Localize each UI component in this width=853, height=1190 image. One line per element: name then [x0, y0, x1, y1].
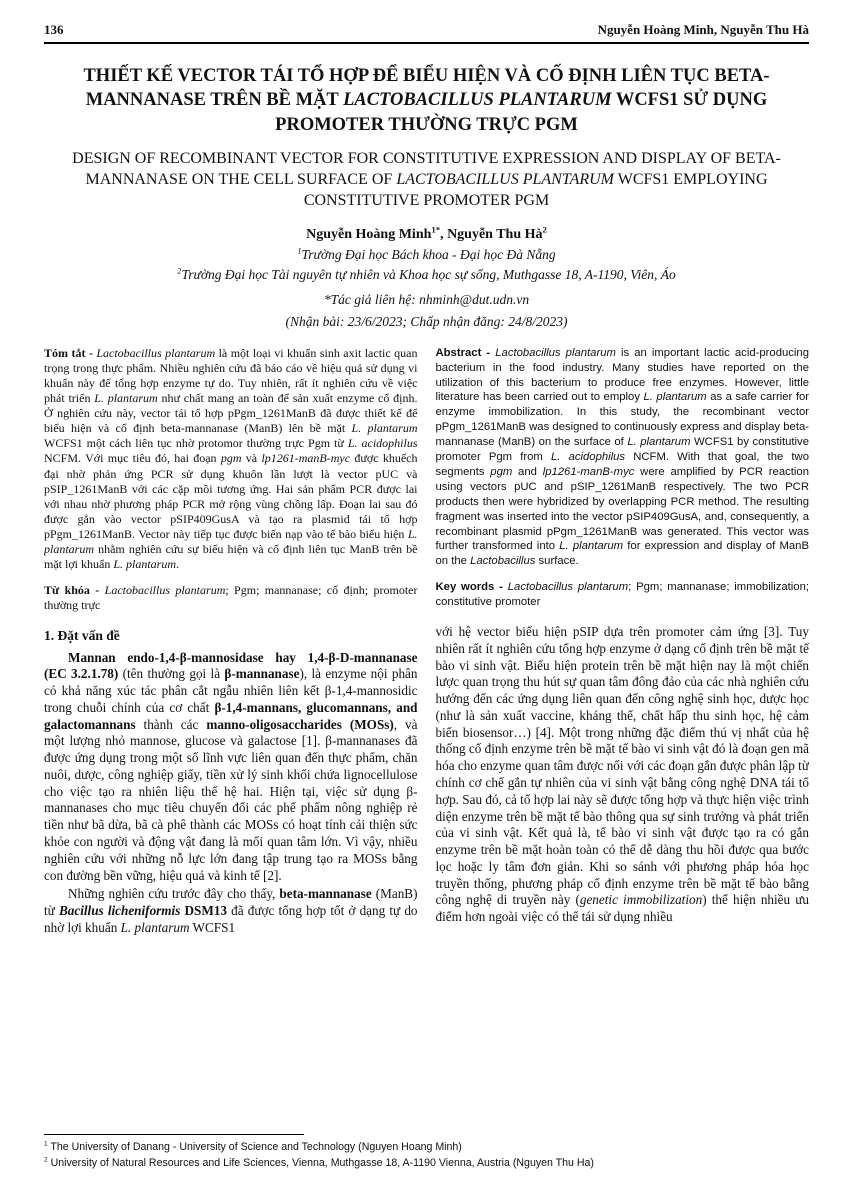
right-column	[436, 346, 810, 1127]
section-1-heading: 1. Đặt vấn đề	[44, 627, 120, 643]
keywords-vietnamese: Từ khóa - Lactobacillus plantarum; Pgm; mannanase; cố định; promoter thường trực	[44, 583, 418, 613]
running-header	[44, 22, 809, 44]
received-accepted-dates: (Nhận bài: 23/6/2023; Chấp nhận đăng: 24/8/2023)	[285, 313, 568, 329]
title-english: DESIGN OF RECOMBINANT VECTOR FOR CONSTITUTIVE EXPRESSION AND DISPLAY OF BETA-MANNANASE ON THE CELL SURFACE OF LACTOBACILLUS PLANTARUM WCFS1 EMPLOYING CONSTITUTIVE PROMOTER PGM	[72, 150, 781, 209]
footnote-2: $^2$ University of Natural Resources and Life Sciences, Vienna, Muthgasse 18, A-1190 Vienna, Austria (Nguyen Thu Ha)	[44, 1156, 594, 1170]
footnote-1: $^1$ The University of Danang - University of Science and Technology (Nguyen Hoang Minh)	[44, 1140, 462, 1154]
intro-paragraph-1: Mannan endo-1,4-β-mannosidase hay 1,4-β-D-mannanase (EC 3.2.1.78) (tên thường gọi là β-mannanase), là enzyme nội phân có khả năng xúc tác phân cắt ngẫu nhiên liên kết β-1,4-mannosidic trong chuỗi chính của cơ chất β-1,4-mannans, glucomannans, and galactomannans thành các manno-oligosaccharides (MOSs), và một lượng nhỏ mannose, glucose và galactose [1]. β-mannanases đã được ứng dụng trong một số lĩnh vực liên quan đến thực phẩm, chăn nuôi, dược, công nghiệp giấy, tiền xử lý sinh khối chứa lignocellulose cho việc tạo ra nhiên liệu thế hệ hai. Hiện tại, việc sử dụng β-mannanases cho mục tiêu chuyển đổi các phế phẩm nông nghiệp rẻ tiền như bã dừa, bã cà phê thành các MOSs có hoạt tính cải thiện sức khỏe con người và động vật đang là mối quan tâm lớn. Vì vậy, nhiều nghiên cứu với những nỗ lực lớn đang tập trung tạo ra MOSs bằng con đường bền vững, hiệu quả và kinh tế [2].	[44, 649, 418, 883]
footnotes-block	[44, 1126, 809, 1172]
authors-line: Nguyễn Hoàng Minh$^{1*}$, Nguyễn Thu $Hà^2$	[306, 223, 547, 242]
left-column	[44, 346, 418, 1127]
running-authors: Nguyễn Hoàng Minh, Nguyễn Thu Hà	[597, 22, 809, 37]
keywords-english: Key words - Lactobacillus plantarum; Pgm; mannanase; immobilization; constitutive promoter	[435, 581, 809, 609]
affiliation-2: $^2$Trường Đại học Tài nguyên tự nhiên và Khoa học sự sống, Muthgasse 18, A-1190, Viên, Áo	[177, 266, 676, 283]
affiliation-1: $^1$Trường Đại học Bách khoa - Đại học Đà Nẵng	[297, 246, 556, 262]
title-vietnamese: THIẾT KẾ VECTOR TÁI TỔ HỢP ĐỂ BIỂU HIỆN VÀ CỐ ĐỊNH LIÊN TỤC BETA-MANNANASE TRÊN BỀ MẶT LACTOBACILLUS PLANTARUM WCFS1 SỬ DỤNG PROMOTER THƯỜNG TRỰC PGM	[83, 66, 770, 135]
abstract-english: Abstract - Lactobacillus plantarum is an important lactic acid-producing bacterium in the food industry. Many studies have reported on the utilization of this bacterium to produce free enzymes. However, little literature has been carried out to employ L. plantarum as a safe carrier for enzyme immobilization. In this study, the recombinant vector pPgm_1261ManB was designed to continuously express and display beta-mannanase (ManB) on the surface of L. plantarum WCFS1 by constitutive promoter Pgm from L. acidophilus NCFM. With that goal, the two segments pgm and lp1261-manB-myc were amplified by PCR reaction using vectors pUC and pSIP_1261ManB respectively. The two PCR products then were hybridized by overlapping PCR method. The resulting fragment was inserted into the vector pSIP409GusA, and, consequently, a recombinant plasmid pPgm_1261ManB was generated. This vector was further transformed into L. plantarum for expression and display of ManB on the Lactobacillus surface.	[435, 346, 809, 568]
two-column-body	[44, 346, 809, 1127]
corresponding-author-line: *Tác giả liên hệ: nhminh@dut.udn.vn	[323, 291, 530, 307]
footnote-separator-rule	[44, 1134, 304, 1135]
intro-paragraph-2: Những nghiên cứu trước đây cho thấy, beta-mannanase (ManB) từ Bacillus licheniformis DSM13 đã được tổng hợp tốt ở dạng tự do nhờ lợi khuẩn L. plantarum WCFS1	[44, 886, 418, 935]
abstract-vietnamese: Tóm tắt - Lactobacillus plantarum là một loại vi khuẩn sinh axit lactic quan trọng trong thực phẩm. Nhiều nghiên cứu đã báo cáo về hiệu quả sử dụng vi khuẩn này để tổng hợp enzyme tự do. Tuy nhiên, rất ít nghiên cứu về việc phát triển L. plantarum như chất mang an toàn để sản xuất enzyme cố định. Ở nghiên cứu này, vector tái tổ hợp pPgm_1261ManB đã được thiết kế để biểu hiện và cố định beta-mannanase (ManB) lên bề mặt L. plantarum WCFS1 một cách liên tục nhờ protomor thường trực Pgm từ L. acidophilus NCFM. Với mục tiêu đó, hai đoạn pgm và lp1261-manB-myc được khuếch đại nhờ phản ứng PCR sử dụng khuôn lần lượt là vector pUC và pSIP_1261ManB với các cặp mồi tương ứng. Hai sản phẩm PCR được lai với nhau nhờ phương pháp PCR mở rộng vùng chồng lấp. Đoạn lai sau đó được gắn vào vector pSIP409GusA và tạo ra plasmid tái tổ hợp pPgm_1261ManB. Vector này tiếp tục được biến nạp vào tế bào biểu hiện L. plantarum nhằm nghiên cứu sự biểu hiện và cố định liên tục ManB trên bề mặt lợi khuẩn L. plantarum.	[44, 345, 418, 572]
intro-continued-paragraph: với hệ vector biểu hiện pSIP dựa trên promoter cảm ứng [3]. Tuy nhiên rất ít nghiên cứu tổng hợp enzyme ở dạng cố định trên bề mặt tế bào vi sinh vật. Biểu hiện protein trên bề mặt hiện nay là một chiến lược quan trọng thu hút sự quan tâm đông đảo của các nhà nghiên cứu hướng đến các ứng dụng liên quan đến công nghệ sinh học, dược học (như là sản xuất vaccine, kháng thể, chất hấp thu sinh học, hệ cảm biến biosensor…) [4]. Một trong những đặc điểm thú vị nhất của hệ thống cố định enzyme trên bề mặt tế bào vi sinh vật đó là đoạn gen mã hóa cho enzyme quan tâm được nối với các đoạn gắn được phân lập từ chính cơ chế gắn tự nhiên của vi sinh vật bằng công nghệ DNA tái tổ hợp. Sau đó, cả tổ hợp lai này sẽ được tổng hợp và thực hiện việc trình diện enzyme trên bề mặt tế bào thông qua sự sinh trưởng và phát triển của vi sinh vật. Kết quả là, tế bào vi sinh vật được tạo ra có gắn enzyme trên bề mặt hoàn toàn có thể dễ dàng thu hồi được qua bước lọc hoặc ly tâm đơn giản. Khi so sánh với phương pháp hóa học truyền thống, phương pháp cố định enzyme trên bề mặt tế bào bằng công nghệ di truyền này (genetic immobilization) thể hiện nhiều ưu điểm hơn ngoài việc có thể tái sử dụng nhiều	[435, 624, 809, 925]
page-number: 136	[44, 22, 64, 37]
